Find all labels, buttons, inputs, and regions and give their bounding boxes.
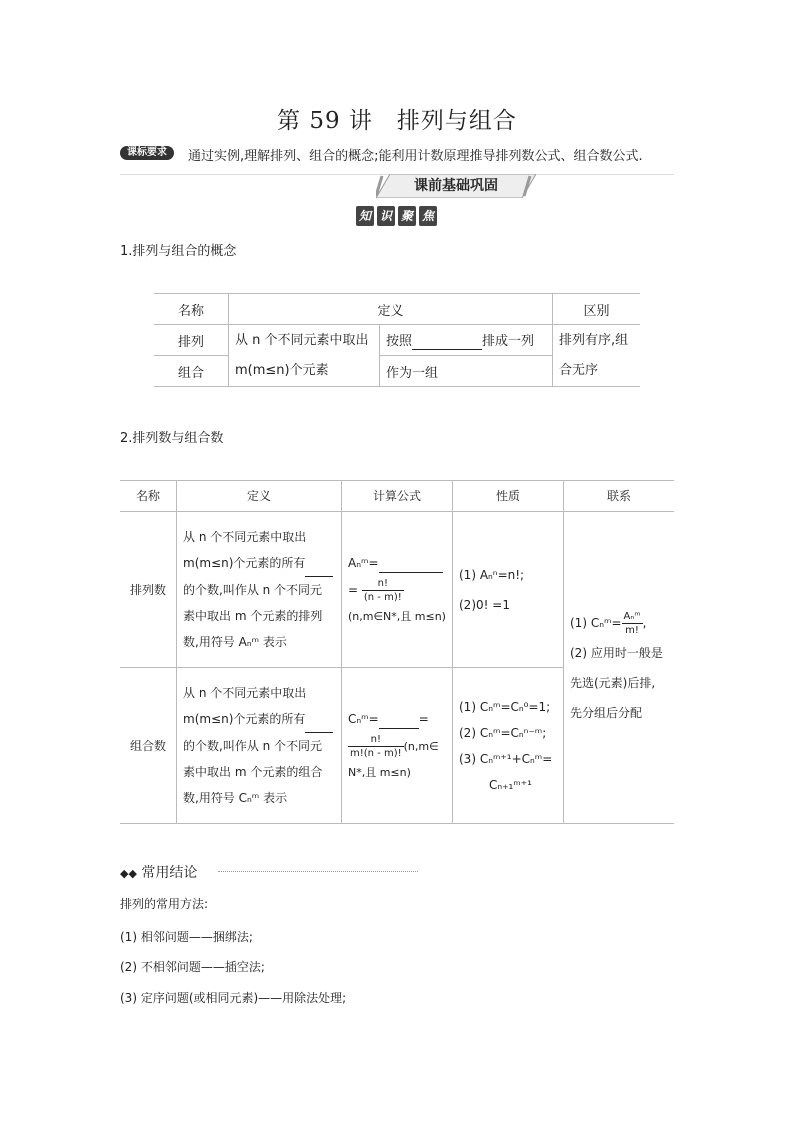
dotted-rule xyxy=(218,871,418,872)
number-table xyxy=(120,480,674,824)
conclusion-title: 常用结论 xyxy=(141,865,198,881)
banner-text: 课前基础巩固 xyxy=(414,178,498,194)
fill-blank xyxy=(379,554,443,573)
fill-blank xyxy=(305,550,333,577)
t1-def-right-2: 作为一组 xyxy=(380,356,553,387)
knowledge-char: 识 xyxy=(377,206,395,226)
fill-blank xyxy=(412,334,482,350)
t1-header-def: 定义 xyxy=(229,294,553,325)
relation-line3: 先选(元素)后排, xyxy=(570,675,656,690)
fill-blank xyxy=(379,710,419,729)
conclusion-heading xyxy=(120,862,197,882)
t2-comb-def-line: m(m≤n)个元素的所有 xyxy=(183,712,306,726)
t2-perm-def-line: 的个数,叫作从 n 个不同元 xyxy=(183,583,323,597)
relation-line1-lhs: (1) Cₙᵐ= xyxy=(570,615,622,630)
requirement-text: 通过实例,理解排列、组合的概念;能利用计数原理推导排列数公式、组合数公式. xyxy=(188,149,643,164)
comb-formula-cond-a: (n,m∈ xyxy=(403,739,439,753)
conclusion-item: (3) 定序问题(或相同元素)——用除法处理; xyxy=(120,991,347,1005)
comb-formula-mid: = xyxy=(418,711,429,726)
t2-comb-def-line: 数,用符号 Cₙᵐ 表示 xyxy=(183,791,288,805)
t2-relation xyxy=(564,512,675,824)
t2-comb-props xyxy=(453,668,564,824)
t1-def-right-1 xyxy=(380,325,553,356)
t2-perm-props xyxy=(453,512,564,668)
comb-formula-fraction xyxy=(348,733,404,760)
relation-fraction xyxy=(622,610,643,637)
relation-line1-end: , xyxy=(642,615,647,630)
conclusion-intro: 排列的常用方法: xyxy=(120,897,209,911)
perm-formula-fraction xyxy=(362,577,404,604)
t1-header-name: 名称 xyxy=(154,294,229,325)
comb-prop-3b: Cₙ₊₁ᵐ⁺¹ xyxy=(489,777,532,792)
comb-formula-num: n! xyxy=(348,733,404,747)
comb-formula-lhs: Cₙᵐ= xyxy=(348,711,379,726)
comb-prop-2: (2) Cₙᵐ=Cₙⁿ⁻ᵐ; xyxy=(459,725,547,740)
t2-perm-def xyxy=(177,512,342,668)
t1-row-perm-name: 排列 xyxy=(154,325,229,356)
t1-def-left xyxy=(229,325,380,387)
t2-perm-formula xyxy=(342,512,453,668)
perm-prop-1: (1) Aₙⁿ=n!; xyxy=(459,567,525,582)
comb-formula-den: m!(n - m)! xyxy=(350,747,402,759)
conclusion-item: (1) 相邻问题——捆绑法; xyxy=(120,930,253,944)
t2-header-formula: 计算公式 xyxy=(342,481,453,512)
t2-comb-def xyxy=(177,668,342,824)
comb-prop-1: (1) Cₙᵐ=Cₙ⁰=1; xyxy=(459,699,551,714)
fill-blank xyxy=(305,706,333,733)
t2-comb-formula xyxy=(342,668,453,824)
relation-num: Aₙᵐ xyxy=(623,610,641,622)
t1-header-diff: 区别 xyxy=(553,294,641,325)
t1-diff-2: 合无序 xyxy=(559,362,599,378)
perm-formula-lhs: Aₙᵐ= xyxy=(348,555,379,570)
concept-table xyxy=(154,293,640,387)
t2-header-property: 性质 xyxy=(453,481,564,512)
requirement-badge: 课标要求 xyxy=(120,146,174,160)
section1-heading: 1.排列与组合的概念 xyxy=(120,244,237,259)
t2-comb-name: 组合数 xyxy=(120,668,177,824)
t2-header-relation: 联系 xyxy=(564,481,675,512)
t1-def-left-2: m(m≤n)个元素 xyxy=(235,362,329,378)
t2-comb-def-line: 从 n 个不同元素中取出 xyxy=(183,686,307,700)
t2-header-name: 名称 xyxy=(120,481,177,512)
page-title: 第 59 讲 排列与组合 xyxy=(277,108,517,134)
knowledge-char: 知 xyxy=(356,206,374,226)
t1-def-right-1b: 排成一列 xyxy=(482,334,535,349)
t2-header-def: 定义 xyxy=(177,481,342,512)
perm-formula-den: (n - m)! xyxy=(363,591,402,603)
t2-perm-def-line: m(m≤n)个元素的所有 xyxy=(183,556,306,570)
knowledge-char: 聚 xyxy=(398,206,416,226)
knowledge-focus-label xyxy=(356,206,437,228)
t1-diff-1: 排列有序,组 xyxy=(559,332,629,348)
t2-perm-def-line: 数,用符号 Aₙᵐ 表示 xyxy=(183,635,287,649)
relation-line2: (2) 应用时一般是 xyxy=(570,645,663,660)
t1-row-comb-name: 组合 xyxy=(154,356,229,387)
t1-def-left-1: 从 n 个不同元素中取出 xyxy=(235,332,369,348)
section2-heading: 2.排列数与组合数 xyxy=(120,431,224,446)
perm-formula-num: n! xyxy=(362,577,404,591)
perm-prop-2: (2)0! =1 xyxy=(459,597,510,612)
t1-def-right-1a: 按照 xyxy=(386,334,413,349)
perm-formula-cond: (n,m∈N*,且 m≤n) xyxy=(348,609,446,623)
t2-comb-def-line: 素中取出 m 个元素的组合 xyxy=(183,765,323,779)
relation-den: m! xyxy=(625,624,639,636)
t2-perm-name: 排列数 xyxy=(120,512,177,668)
diamond-icon: ◆◆ xyxy=(120,867,137,880)
perm-formula-eq: = xyxy=(348,582,359,597)
t1-diff xyxy=(553,325,641,387)
t2-comb-def-line: 的个数,叫作从 n 个不同元 xyxy=(183,739,323,753)
conclusion-item: (2) 不相邻问题——插空法; xyxy=(120,960,265,974)
knowledge-char: 焦 xyxy=(419,206,437,226)
relation-line4: 先分组后分配 xyxy=(570,705,643,720)
comb-prop-3: (3) Cₙᵐ⁺¹+Cₙᵐ= xyxy=(459,751,553,766)
comb-formula-cond-b: N*,且 m≤n) xyxy=(348,765,411,779)
t2-perm-def-line: 从 n 个不同元素中取出 xyxy=(183,530,307,544)
t2-perm-def-line: 素中取出 m 个元素的排列 xyxy=(183,609,323,623)
